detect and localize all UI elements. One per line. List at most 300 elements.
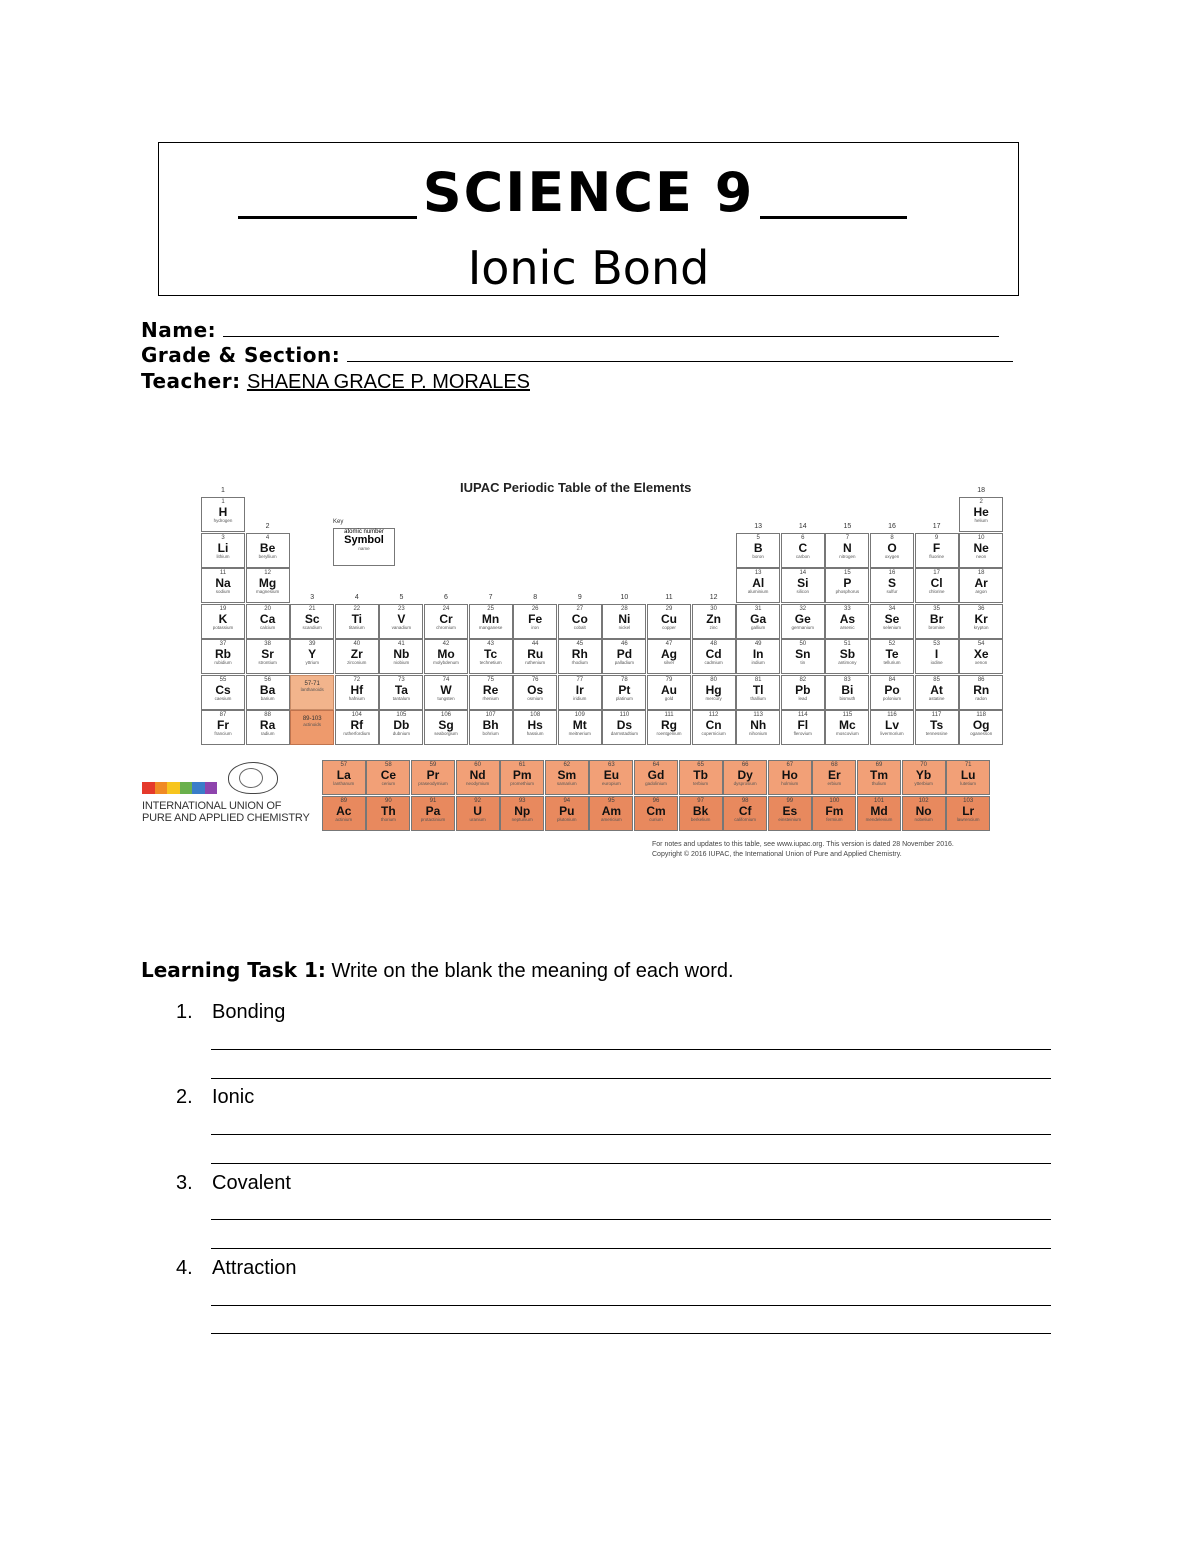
atomic-number: 59: [429, 762, 437, 768]
atomic-number: 97: [697, 798, 704, 804]
logo-stripe: [142, 782, 155, 794]
element-symbol: Rf: [350, 718, 364, 732]
task-item-3: [176, 1171, 291, 1195]
element-cell-li: [201, 533, 245, 568]
element-name: copper: [662, 624, 676, 630]
element-cell-rn: [959, 675, 1003, 710]
atomic-number: 11: [219, 570, 227, 576]
element-cell-at: [915, 675, 959, 710]
element-cell-ar: [959, 568, 1003, 603]
element-cell-ba: [246, 675, 290, 710]
element-name: chromium: [436, 624, 456, 630]
element-symbol: Nh: [750, 718, 767, 732]
element-name: silver: [663, 660, 675, 665]
element-symbol: Pm: [512, 768, 532, 782]
atomic-number: 27: [576, 605, 584, 612]
element-name: zirconium: [347, 660, 367, 665]
item-number: 1.: [176, 1001, 193, 1023]
element-cell-in: [736, 639, 780, 674]
element-name: tin: [800, 660, 806, 665]
element-name: francium: [214, 731, 232, 736]
element-symbol: Th: [381, 804, 396, 818]
element-name: nickel: [618, 624, 631, 630]
atomic-number: 105: [396, 712, 407, 718]
grade-line: [141, 343, 1013, 367]
element-name: neptunium: [511, 817, 533, 822]
element-name: helium: [974, 518, 988, 523]
element-name: europium: [602, 781, 621, 786]
atomic-number: 114: [798, 712, 808, 718]
element-cell-bi: [825, 675, 869, 710]
atomic-number: 65: [697, 762, 704, 768]
element-name: calcium: [259, 624, 276, 630]
atomic-number: 71: [964, 762, 972, 768]
element-cell-w: [424, 675, 468, 710]
element-name: lead: [798, 695, 808, 701]
element-symbol: Nd: [469, 768, 486, 782]
element-name: caesium: [214, 695, 232, 701]
element-name: samarium: [556, 781, 577, 786]
atomic-number: 95: [608, 798, 615, 804]
element-cell-h: [201, 497, 245, 532]
item-number: 3.: [176, 1172, 193, 1194]
key-label: Key: [333, 519, 344, 525]
answer-line[interactable]: [211, 1049, 1051, 1050]
element-symbol: Os: [527, 682, 544, 697]
atomic-number: 70: [920, 762, 927, 768]
element-symbol: Pd: [616, 647, 633, 661]
atomic-number: 83: [844, 676, 851, 683]
element-cell-tl: [736, 675, 780, 710]
element-symbol: Og: [972, 718, 990, 732]
atomic-number: 22: [353, 605, 361, 612]
answer-line[interactable]: [211, 1248, 1051, 1249]
group-number: 11: [665, 593, 673, 601]
element-cell-ag: [647, 639, 691, 674]
atomic-number: 3: [221, 534, 225, 541]
element-symbol: Tl: [752, 682, 764, 697]
group-number: 5: [399, 593, 404, 601]
element-cell-hs: [513, 710, 557, 745]
element-symbol: Ts: [930, 718, 944, 732]
element-cell-fr: [201, 710, 245, 745]
atomic-number: 20: [264, 605, 271, 612]
atomic-number: 24: [442, 605, 450, 612]
element-symbol: Rb: [215, 647, 231, 661]
element-symbol: Cl: [930, 576, 943, 590]
atomic-number: 34: [888, 605, 896, 612]
answer-line[interactable]: [211, 1163, 1051, 1164]
group-number: 1: [221, 487, 225, 494]
element-symbol: Kr: [974, 611, 988, 626]
periodic-table-title: IUPAC Periodic Table of the Elements: [460, 480, 692, 495]
element-name: cobalt: [573, 624, 586, 630]
element-symbol: Tc: [484, 647, 498, 661]
teacher-label: Teacher:: [141, 369, 241, 393]
element-symbol: Y: [308, 647, 317, 661]
element-name: technetium: [479, 660, 502, 665]
element-name: flerovium: [793, 731, 812, 736]
atomic-number: 79: [665, 676, 673, 683]
atomic-number: 16: [888, 570, 896, 576]
element-name: titanium: [348, 624, 365, 630]
grade-blank[interactable]: [347, 343, 1013, 362]
element-name: lawrencium: [956, 817, 980, 822]
element-name: moscovium: [836, 731, 859, 736]
element-symbol: Xe: [973, 647, 989, 661]
element-symbol: Lv: [884, 718, 899, 732]
element-name: gold: [664, 695, 674, 701]
element-cell-ho: [768, 760, 812, 795]
element-name: cerium: [381, 781, 396, 786]
element-name: praseodymium: [418, 781, 448, 786]
series-name: actinoids: [303, 722, 322, 727]
element-cell-am: [589, 796, 633, 831]
atomic-number: 57: [340, 762, 348, 768]
element-cell-og: [959, 710, 1003, 745]
series-range: 57-71: [304, 680, 320, 687]
element-symbol: Cf: [738, 804, 752, 818]
atomic-number: 92: [474, 798, 481, 804]
element-name: sulfur: [886, 589, 898, 594]
element-cell-lv: [870, 710, 914, 745]
element-name: strontium: [258, 660, 277, 665]
element-cell-la: [322, 760, 366, 795]
element-symbol: Ca: [259, 611, 276, 626]
element-symbol: Bk: [692, 804, 709, 818]
element-symbol: Sc: [304, 611, 320, 626]
element-name: einsteinium: [778, 817, 802, 822]
atomic-number: 52: [888, 641, 896, 647]
element-cell-ac: [322, 796, 366, 831]
page-title-text: SCIENCE 9: [417, 161, 761, 224]
learning-task-instruction: Write on the blank the meaning of each word.: [325, 960, 734, 982]
element-cell-sg: [424, 710, 468, 745]
element-symbol: Mg: [258, 576, 277, 590]
element-cell-fm: [812, 796, 856, 831]
element-cell-al: [736, 568, 780, 603]
element-name: dysprosium: [733, 781, 757, 786]
atomic-number: 117: [931, 712, 942, 718]
atomic-number: 48: [710, 641, 717, 647]
atomic-number: 33: [844, 605, 851, 612]
page-title: [159, 163, 1018, 223]
element-symbol: K: [218, 611, 228, 626]
element-cell-kr: [959, 604, 1003, 639]
element-cell-fe: [513, 604, 557, 639]
element-symbol: Rh: [571, 647, 588, 661]
element-cell-co: [558, 604, 602, 639]
element-symbol: Tm: [870, 768, 888, 782]
element-cell-ge: [781, 604, 825, 639]
element-symbol: Re: [482, 682, 499, 697]
org-line-1: INTERNATIONAL UNION OF: [142, 800, 282, 812]
element-symbol: Se: [884, 611, 900, 626]
element-symbol: Ni: [618, 611, 631, 626]
element-symbol: In: [752, 647, 764, 661]
element-name: roentgenium: [656, 731, 682, 736]
key-box: [333, 528, 395, 566]
element-name: tantalum: [392, 695, 411, 701]
element-symbol: Fm: [825, 804, 844, 818]
element-cell-tc: [469, 639, 513, 674]
element-cell-sb: [825, 639, 869, 674]
logo-stripe: [205, 782, 218, 794]
element-name: oxygen: [884, 553, 900, 559]
element-symbol: He: [973, 505, 989, 519]
element-cell-tb: [679, 760, 723, 795]
teacher-name: SHAENA GRACE P. MORALES: [246, 371, 530, 393]
element-cell-y: [290, 639, 334, 674]
answer-line[interactable]: [211, 1219, 1051, 1220]
element-name: potassium: [212, 624, 234, 630]
element-symbol: Zr: [350, 647, 363, 661]
element-name: nitrogen: [839, 553, 856, 559]
item-word: Bonding: [212, 1001, 286, 1023]
element-cell-ne: [959, 533, 1003, 568]
element-name: copernicium: [701, 731, 726, 736]
atomic-number: 35: [933, 605, 940, 612]
element-cell-db: [379, 710, 423, 745]
group-number: 12: [709, 593, 718, 601]
atomic-number: 31: [754, 605, 762, 612]
atomic-number: 37: [219, 641, 227, 647]
atomic-number: 103: [963, 798, 974, 804]
atomic-number: 99: [786, 798, 794, 804]
atomic-number: 13: [754, 570, 762, 576]
element-symbol: No: [915, 804, 932, 818]
element-name: iridium: [573, 695, 587, 701]
atomic-number: 110: [619, 712, 630, 718]
atomic-number: 30: [710, 605, 717, 612]
atomic-number: 84: [888, 676, 896, 683]
globe-icon: [228, 762, 278, 794]
atomic-number: 75: [487, 676, 494, 683]
element-cell-tm: [857, 760, 901, 795]
atomic-number: 112: [708, 712, 719, 718]
element-name: ruthenium: [525, 660, 546, 665]
element-name: lutetium: [960, 781, 977, 786]
element-cell-u: [456, 796, 500, 831]
element-name: thallium: [750, 695, 766, 701]
element-name: neon: [976, 553, 987, 559]
element-name: indium: [751, 660, 765, 665]
atomic-number: 56: [264, 676, 271, 683]
atomic-number: 60: [474, 762, 481, 768]
atomic-number: 17: [933, 570, 940, 576]
element-symbol: Ne: [973, 540, 989, 555]
atomic-number: 80: [710, 676, 717, 683]
element-cell-cs: [201, 675, 245, 710]
element-symbol: Mt: [572, 718, 587, 732]
element-symbol: Ar: [974, 576, 988, 590]
group-number: 16: [888, 522, 896, 530]
atomic-number: 76: [531, 676, 539, 683]
element-cell-pd: [602, 639, 646, 674]
element-symbol: Ce: [380, 768, 397, 782]
atomic-number: 109: [574, 712, 585, 718]
element-cell-mt: [558, 710, 602, 745]
note-line-1: For notes and updates to this table, see www.iupac.org. This version is dated 28 November 2016.: [652, 841, 954, 848]
series-range: 89-103: [302, 716, 322, 722]
atomic-number: 90: [385, 798, 392, 804]
atomic-number: 81: [754, 676, 762, 683]
atomic-number: 100: [829, 798, 840, 804]
element-name: radium: [260, 731, 275, 736]
element-symbol: Br: [929, 611, 944, 626]
element-symbol: Cd: [705, 647, 722, 661]
atomic-number: 39: [308, 641, 316, 647]
element-symbol: Au: [661, 682, 677, 697]
element-cell-nb: [379, 639, 423, 674]
element-name: boron: [752, 553, 764, 559]
atomic-number: 66: [741, 762, 749, 768]
atomic-number: 50: [799, 641, 807, 647]
element-symbol: Ge: [794, 611, 811, 626]
answer-line[interactable]: [211, 1305, 1051, 1306]
element-name: mendelevium: [865, 817, 893, 822]
element-symbol: Pa: [425, 804, 441, 818]
answer-line[interactable]: [211, 1134, 1051, 1135]
element-name: astatine: [928, 695, 945, 701]
element-cell-hg: [692, 675, 736, 710]
atomic-number: 86: [977, 676, 985, 683]
atomic-number: 96: [652, 798, 660, 804]
element-cell-cl: [915, 568, 959, 603]
atomic-number: 63: [608, 762, 615, 768]
element-symbol: Np: [514, 804, 531, 818]
element-cell-yb: [902, 760, 946, 795]
element-cell-b: [736, 533, 780, 568]
atomic-number: 55: [219, 676, 227, 683]
element-cell-se: [870, 604, 914, 639]
task-item-4: [176, 1256, 296, 1280]
element-symbol: F: [932, 540, 941, 555]
element-name: promethium: [510, 781, 535, 786]
element-cell-be: [246, 533, 290, 568]
element-symbol: S: [887, 576, 896, 590]
element-name: germanium: [791, 624, 815, 630]
atomic-number: 113: [753, 712, 763, 718]
element-cell-hf: [335, 675, 379, 710]
element-name: actinium: [335, 817, 353, 822]
atomic-number: 69: [875, 762, 883, 768]
element-cell-cf: [723, 796, 767, 831]
element-name: zinc: [709, 624, 718, 630]
element-name: antimony: [838, 660, 857, 665]
answer-line[interactable]: [211, 1333, 1051, 1334]
element-cell-f: [915, 533, 959, 568]
element-symbol: Mn: [481, 611, 500, 626]
element-symbol: Tb: [693, 768, 708, 782]
atomic-number: 40: [353, 641, 361, 647]
title-box: [158, 142, 1019, 296]
teacher-line: [141, 369, 530, 394]
element-cell-pt: [602, 675, 646, 710]
element-cell-th: [366, 796, 410, 831]
element-cell-i: [915, 639, 959, 674]
element-cell-er: [812, 760, 856, 795]
atomic-number: 42: [442, 641, 450, 647]
element-name: oganesson: [970, 731, 993, 736]
atomic-number: 111: [664, 712, 674, 718]
atomic-number: 43: [487, 641, 494, 647]
element-name: molybdenum: [433, 660, 459, 665]
element-symbol: Li: [217, 540, 229, 555]
element-symbol: Db: [393, 718, 410, 732]
element-symbol: Fr: [217, 718, 229, 732]
atomic-number: 94: [563, 798, 571, 804]
atomic-number: 107: [485, 712, 496, 718]
element-cell-os: [513, 675, 557, 710]
logo-stripe: [180, 782, 193, 794]
element-name: thulium: [871, 781, 887, 786]
element-symbol: Ir: [575, 682, 584, 697]
element-cell-he: [959, 497, 1003, 532]
element-symbol: Ac: [336, 804, 352, 818]
element-cell-nh: [736, 710, 780, 745]
element-symbol: Ba: [259, 682, 276, 697]
element-cell-sn: [781, 639, 825, 674]
element-name: beryllium: [258, 553, 277, 559]
element-name: barium: [260, 695, 275, 701]
item-word: Attraction: [212, 1257, 297, 1279]
atomic-number: 15: [844, 570, 851, 576]
element-name: osmium: [527, 695, 544, 701]
element-name: curium: [649, 817, 663, 822]
atomic-number: 36: [977, 605, 985, 612]
element-symbol: Am: [601, 804, 622, 818]
element-cell-zr: [335, 639, 379, 674]
element-name: gallium: [751, 624, 766, 630]
atomic-number: 116: [887, 712, 897, 718]
atomic-number: 61: [518, 762, 526, 768]
element-symbol: Cn: [705, 718, 722, 732]
element-symbol: Md: [870, 804, 888, 818]
element-cell-ce: [366, 760, 410, 795]
actinoids-placeholder: [290, 710, 334, 745]
periodic-table-note: [652, 840, 954, 860]
name-blank[interactable]: [223, 318, 999, 337]
group-number: 15: [843, 522, 852, 530]
atomic-number: 19: [219, 605, 227, 612]
element-symbol: Eu: [603, 768, 620, 782]
element-cell-sm: [545, 760, 589, 795]
element-symbol: Ru: [527, 647, 544, 661]
element-cell-v: [379, 604, 423, 639]
answer-line[interactable]: [211, 1078, 1051, 1079]
element-name: hassium: [526, 731, 544, 736]
note-line-2: Copyright © 2016 IUPAC, the International Union of Pure and Applied Chemistry.: [652, 851, 902, 858]
group-number: 9: [577, 593, 582, 601]
atomic-number: 46: [621, 641, 628, 647]
iupac-org-name: [142, 800, 310, 824]
element-name: fluorine: [929, 553, 944, 559]
atomic-number: 93: [518, 798, 526, 804]
element-cell-bh: [469, 710, 513, 745]
element-cell-ti: [335, 604, 379, 639]
element-cell-eu: [589, 760, 633, 795]
atomic-number: 29: [665, 605, 673, 612]
element-symbol: Sb: [839, 647, 856, 661]
element-cell-lu: [946, 760, 990, 795]
element-name: nobelium: [914, 817, 933, 822]
element-symbol: Ga: [750, 611, 767, 626]
element-name: scandium: [302, 624, 322, 630]
element-name: niobium: [393, 660, 410, 665]
element-symbol: Es: [782, 804, 798, 818]
learning-task-label: Learning Task 1:: [141, 958, 326, 982]
